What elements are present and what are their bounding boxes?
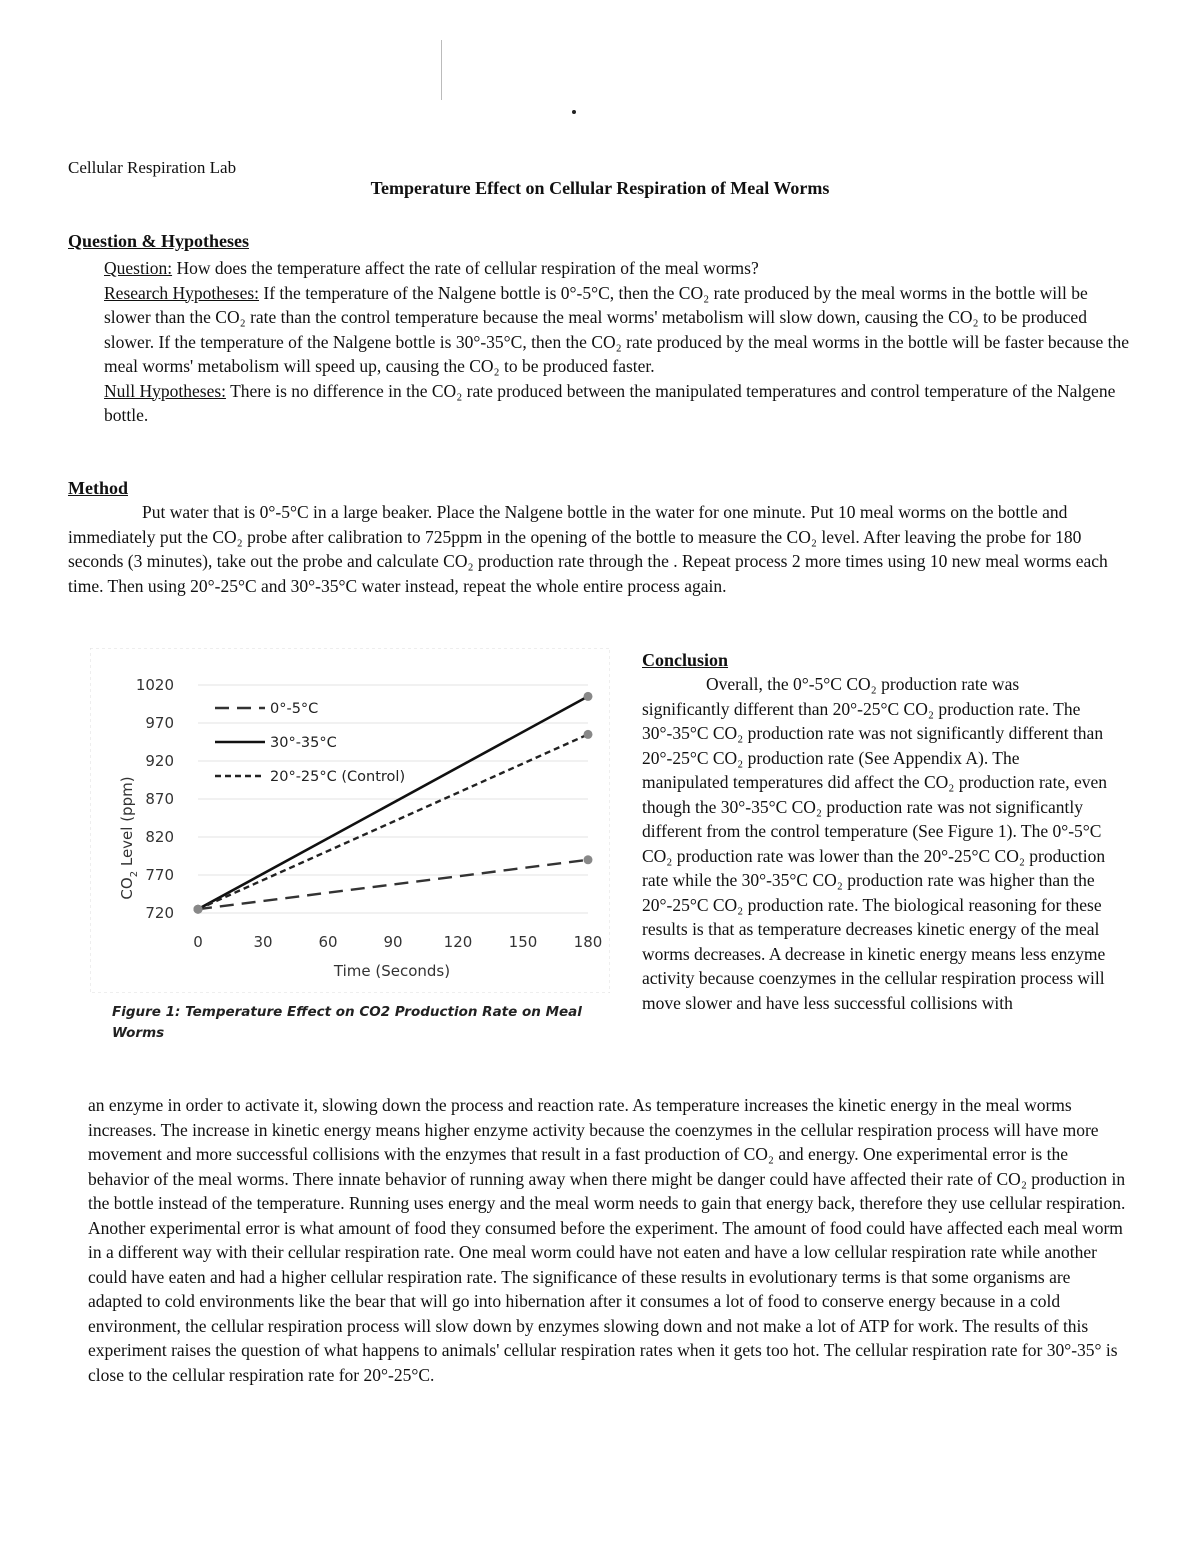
method-heading: Method [68,478,128,498]
x-tick-label: 60 [318,933,338,951]
method-text: Put water that is 0°-5°C in a large beaker. Place the Nalgene bottle in the water for one minute. Put 10 meal worms on the bottle and immediately put the CO₂ probe after calibration to 725ppm in the opening of the bottle to measure the CO₂ level. After leaving the probe for 180 seconds (3 minutes), take out the probe and calculate CO₂ production rate through the . Repeat process 2 more times using 10 new meal worms each time. Then using 20°-25°C and 30°-35°C water instead, repeat the whole entire process again. [68,502,1108,596]
y-tick-label: 870 [145,790,174,808]
chart-svg [90,648,610,993]
x-tick-label: 180 [573,933,603,951]
null-hypotheses-paragraph [104,379,1134,428]
y-tick-label: 820 [145,828,174,846]
y-tick-label: 720 [145,904,174,922]
conclusion-text-continued: an enzyme in order to activate it, slowing down the process and reaction rate. As temperature increases the kinetic energy in the meal worms increases. The increase in kinetic energy means higher enzyme activity because the coenzymes in the cellular respiration process will have more movement and more successful collisions with the enzymes that result in a fast production of CO₂ and energy. One experimental error is the behavior of the meal worms. There innate behavior of running away when there might be danger could have affected their rate of CO₂ production in the bottle instead of the temperature. Running uses energy and the meal worm needs to gain that energy back, therefore they use cellular respiration. Another experimental error is what amount of food they consumed before the experiment. The amount of food could have affected each meal worm in a different way with their cellular respiration rate. One meal worm could have not eaten and have a low cellular respiration rate while another could have eaten and had a higher cellular respiration rate. The significance of these results in evolutionary terms is that some organisms are adapted to cold environments like the bear that will go into hibernation after it consumes a lot of food to conserve energy because in a cold environment, the cellular respiration process will slow down by enzymes slowing down and not make a lot of ATP for work. The results of this experiment raises the question of what happens to animals' cellular respiration rates when it gets too hot. The cellular respiration rate for 30°-35° is close to the cellular respiration rate for 20°-25°C. [88,1095,1126,1385]
x-tick-label: 0 [193,933,203,951]
question-text: How does the temperature affect the rate of cellular respiration of the meal worms? [172,258,759,278]
research-hypotheses-text: If the temperature of the Nalgene bottle is 0°-5°C, then the CO₂ rate produced by the meal worms in the bottle will be slower than the CO₂ rate than the control temperature because the meal worms' metabolism will slow down, causing the CO₂ to be produced slower. If the temperature of the Nalgene bottle is 30°-35°C, then the CO₂ rate produced by the meal worms in the bottle will be faster because the meal worms' metabolism will speed up, causing the CO₂ to be produced faster. [104,282,1130,376]
y-axis-label-main: CO [118,877,136,900]
x-tick-label: 120 [443,933,473,951]
document-label: Cellular Respiration Lab [68,158,237,177]
y-axis-label-rest: Level (ppm) [118,776,136,871]
scan-artifact [441,40,442,100]
research-hypotheses-paragraph [104,281,1134,379]
null-hypotheses-label: Null Hypotheses: [104,380,227,401]
y-axis-label-subscript: 2 [129,870,140,878]
legend-entry: 20°-25°C (Control) [270,769,406,785]
question-label: Question: [104,258,173,278]
y-tick-label: 970 [145,714,174,732]
y-tick-label: 770 [145,866,174,884]
question-hypotheses-heading: Question & Hypotheses [68,231,250,251]
series-point [194,905,203,914]
series-point [584,855,593,864]
legend-entry: 30°-35°C [270,735,337,751]
question-paragraph [104,256,1134,281]
x-axis-label: Time (Seconds) [333,962,451,980]
question-hypotheses-section [104,256,1134,428]
conclusion-heading: Conclusion [642,650,729,670]
legend-entry: 0°-5°C [270,701,319,717]
scan-speck [572,110,576,114]
series-point [584,730,593,739]
x-tick-label: 30 [253,933,273,951]
null-hypotheses-text: There is no difference in the CO₂ rate produced between the manipulated temperatures and control temperature of the Nalgene bottle. [104,380,1116,425]
series-point [584,692,593,701]
x-tick-label: 150 [508,933,538,951]
x-tick-label: 90 [383,933,403,951]
y-tick-label: 920 [145,752,174,770]
research-hypotheses-label: Research Hypotheses: [104,282,260,303]
figure-caption: Figure 1: Temperature Effect on CO2 Production Rate on Meal Worms [112,1004,582,1041]
y-tick-label: 1020 [135,676,174,694]
co2-chart [90,648,610,993]
document-title: Temperature Effect on Cellular Respiration of Meal Worms [370,178,830,198]
conclusion-text-beside-chart: Overall, the 0°-5°C CO₂ production rate was significantly different than 20°-25°C CO₂ production rate. The 30°-35°C CO₂ production rate was not significantly different than 20°-25°C CO₂ production rate (See Appendix A). The manipulated temperatures did affect the CO₂ production rate, even though the 30°-35°C CO₂ production rate was not significantly different from the control temperature (See Figure 1). The 0°-5°C CO₂ production rate was lower than the 20°-25°C CO₂ production rate while the 30°-35°C CO₂ production rate was higher than the 20°-25°C CO₂ production rate. The biological reasoning for these results is that as temperature decreases kinetic energy of the meal worms decreases. A decrease in kinetic energy means less enzyme activity because coenzymes in the cellular respiration process will move slower and have less successful collisions with [642,674,1107,1013]
